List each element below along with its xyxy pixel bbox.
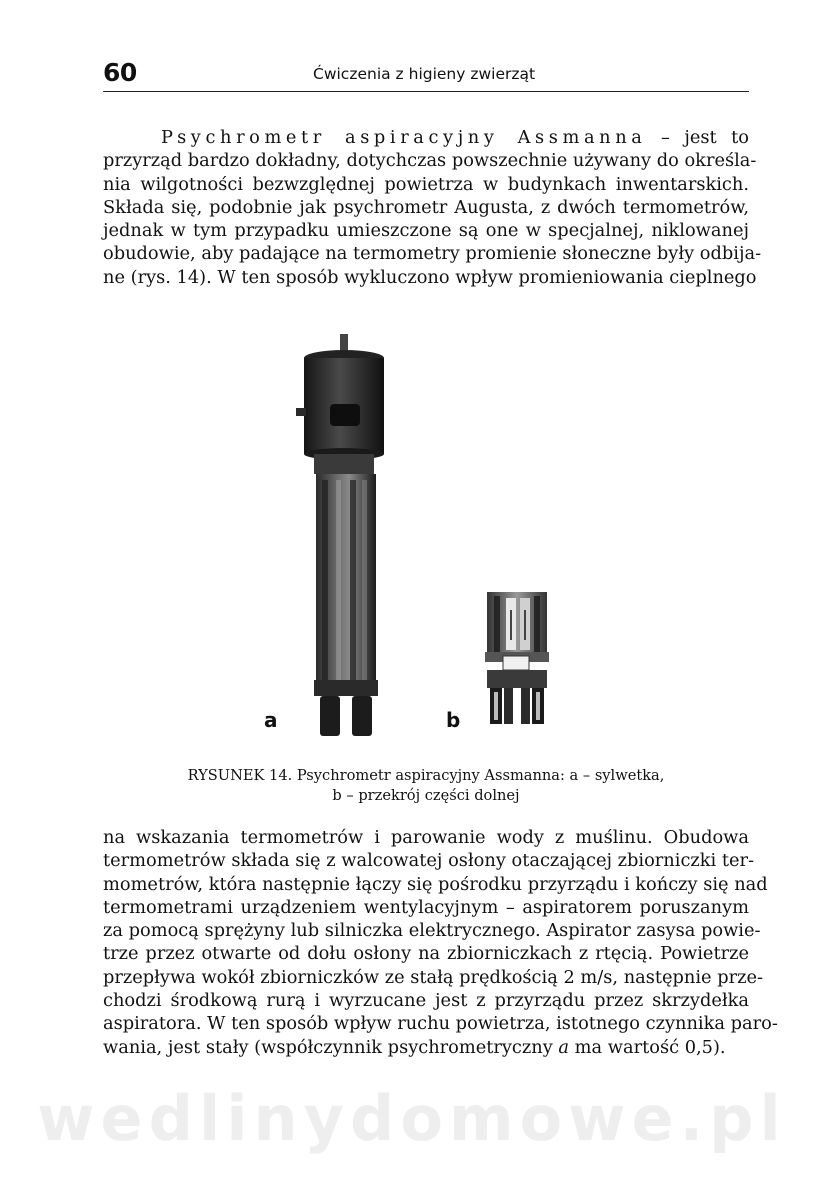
text-line: mometrów, która następnie łączy się pośrodku przyrządu i kończy się nad <box>103 873 768 895</box>
figure-label-a: a <box>264 708 278 732</box>
text-line: nia wilgotności bezwzględnej powietrza w budynkach inwentarskich. <box>103 173 749 195</box>
caption-line: b – przekrój części dolnej <box>332 787 520 804</box>
text-line: przyrząd bardzo dokładny, dotychczas powszechnie używany do określa- <box>103 150 757 172</box>
figure-caption <box>103 766 749 806</box>
text-line: na wskazania termometrów i parowanie wody z muślinu. Obudowa <box>103 827 749 848</box>
header-rule <box>103 91 749 92</box>
device-b-cross-section <box>485 592 549 724</box>
text-line: ne (rys. 14). W ten sposób wykluczono wpływ promieniowania cieplnego <box>103 266 757 288</box>
term-highlight: Psychrometr aspiracyjny Assmanna <box>161 127 647 148</box>
text-fragment: ma wartość 0,5). <box>569 1036 726 1058</box>
page-number: 60 <box>103 58 137 87</box>
text-line: jednak w tym przypadku umieszczone są one w specjalnej, niklowanej <box>103 220 749 242</box>
text-line <box>103 126 749 149</box>
paragraph-continuation <box>103 826 778 1059</box>
text-line: termometrów składa się z walcowatej osłony otaczającej zbiorniczki ter- <box>103 850 755 872</box>
text-line: trze przez otwarte od dołu osłony na zbiorniczkach z rtęcią. Powietrze <box>103 943 749 965</box>
text-fragment: wania, jest stały (współczynnik psychrometryczny <box>103 1036 559 1058</box>
text-line: obudowie, aby padające na termometry promienie słoneczne były odbija- <box>103 243 762 265</box>
paragraph-intro <box>103 126 762 289</box>
figure-14 <box>0 320 824 750</box>
watermark: wedlinydomowe.pl <box>37 1082 787 1155</box>
figure-label-b: b <box>446 708 461 732</box>
psychrometer-illustration <box>0 320 824 750</box>
symbol-a: a <box>558 1036 570 1058</box>
text-line: chodzi środkową rurą i wyrzucane jest z przyrządu przez skrzydełka <box>103 990 749 1012</box>
text-line: przepływa wokół zbiorniczków ze stałą prędkością 2 m/s, następnie prze- <box>103 966 764 988</box>
text-line: za pomocą sprężyny lub silniczka elektrycznego. Aspirator zasysa powie- <box>103 920 761 942</box>
text-line: termometrami urządzeniem wentylacyjnym – aspiratorem poruszanym <box>103 896 749 918</box>
text-line <box>103 1036 749 1059</box>
text-line: aspiratora. W ten sposób wpływ ruchu powietrza, istotnego czynnika paro- <box>103 1013 778 1035</box>
running-title: Ćwiczenia z higieny zwierząt <box>313 65 536 83</box>
text-line: Składa się, podobnie jak psychrometr Augusta, z dwóch termometrów, <box>103 196 749 218</box>
device-a-silhouette <box>296 334 384 736</box>
caption-line: RYSUNEK 14. Psychrometr aspiracyjny Assmanna: a – sylwetka, <box>187 767 665 784</box>
text-fragment: – jest to <box>646 127 749 148</box>
